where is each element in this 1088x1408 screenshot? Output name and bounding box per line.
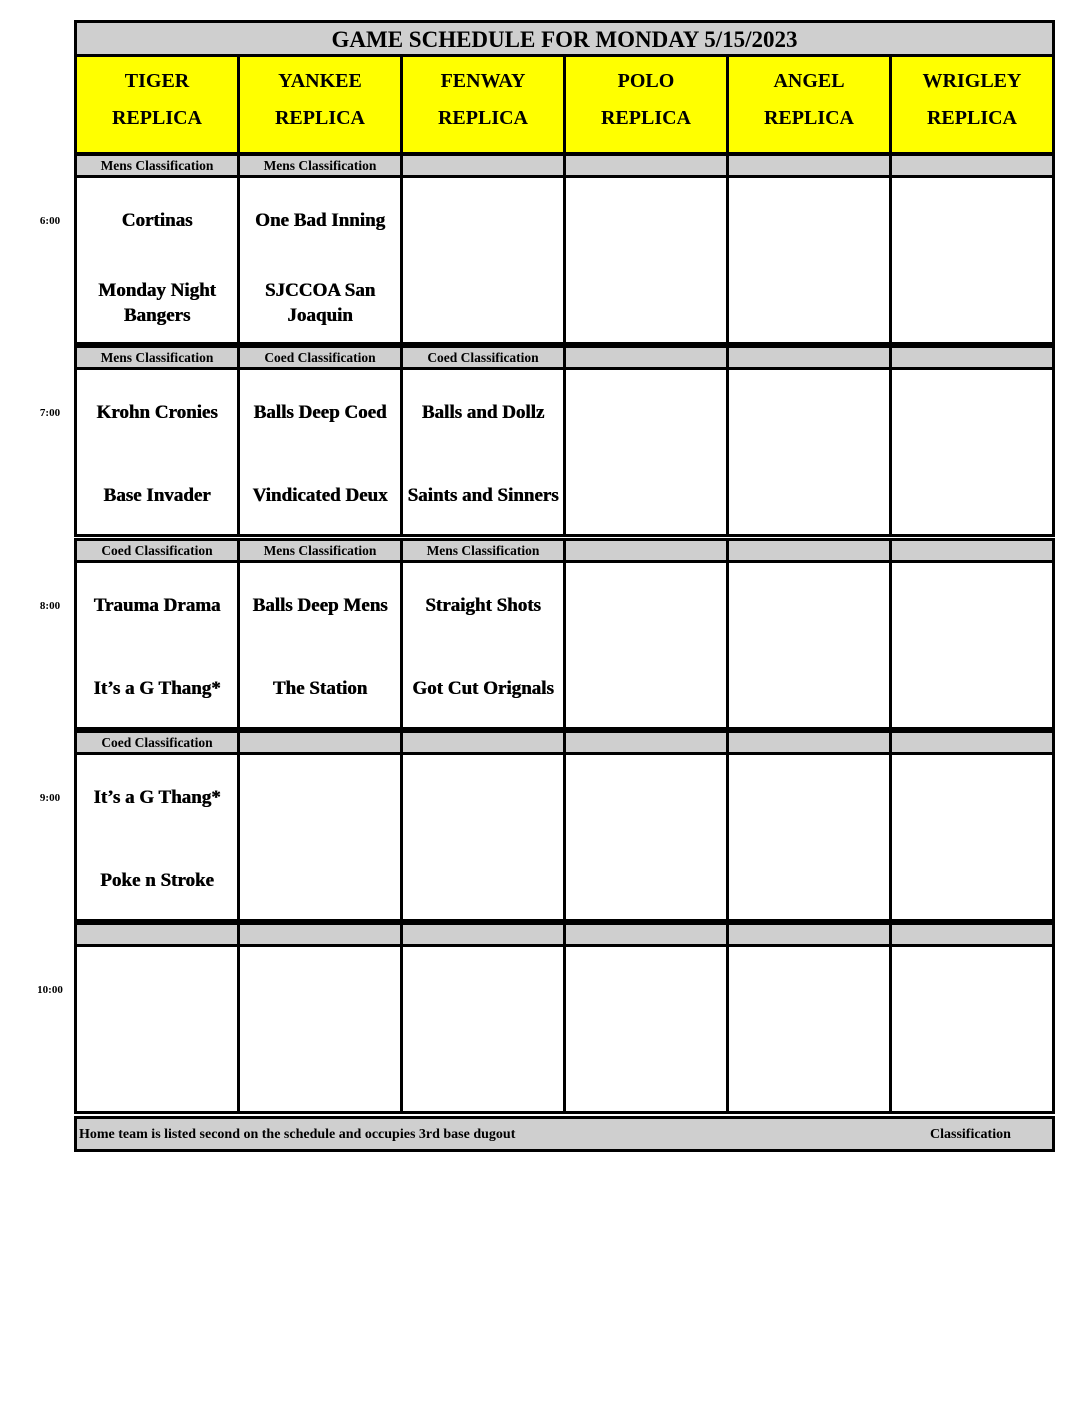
field-type: REPLICA — [274, 107, 365, 129]
field-type: REPLICA — [111, 107, 202, 129]
game-cell — [400, 367, 566, 537]
game-cell — [889, 367, 1055, 537]
time-label: 6:00 — [39, 215, 61, 227]
away-team — [729, 577, 889, 633]
away-team — [729, 384, 889, 440]
home-team — [729, 1044, 889, 1100]
time-label: 9:00 — [39, 792, 61, 804]
classification-bar: Mens Classification — [74, 345, 240, 370]
game-cell — [563, 175, 729, 345]
home-team — [566, 852, 726, 908]
away-team — [892, 577, 1052, 633]
home-team: Base Invader — [103, 484, 211, 506]
away-team — [892, 384, 1052, 440]
game-cell — [726, 560, 892, 730]
away-team — [566, 577, 726, 633]
away-team — [240, 769, 400, 825]
field-header-yankee — [237, 54, 403, 155]
field-header-angel — [726, 54, 892, 155]
game-cell — [726, 175, 892, 345]
game-cell — [237, 560, 403, 730]
game-cell — [889, 944, 1055, 1114]
home-team-note: Home team is listed second on the schedule and occupies 3rd base dugout — [79, 1127, 516, 1142]
away-team — [403, 769, 563, 825]
field-name: POLO — [617, 70, 675, 92]
game-cell — [726, 752, 892, 922]
classification-bar: Coed Classification — [400, 345, 566, 370]
field-type: REPLICA — [600, 107, 691, 129]
field-header-wrigley — [889, 54, 1055, 155]
game-cell — [563, 560, 729, 730]
field-name: WRIGLEY — [922, 70, 1022, 92]
home-team — [892, 275, 1052, 331]
schedule-footer — [74, 1116, 1055, 1152]
field-type: REPLICA — [437, 107, 528, 129]
game-cell — [74, 944, 240, 1114]
away-team — [729, 961, 889, 1017]
home-team — [892, 467, 1052, 523]
home-team — [892, 852, 1052, 908]
time-label: 8:00 — [39, 600, 61, 612]
game-cell — [400, 944, 566, 1114]
home-team — [566, 275, 726, 331]
game-cell — [400, 175, 566, 345]
game-cell — [237, 752, 403, 922]
field-type: REPLICA — [926, 107, 1017, 129]
away-team: Balls Deep Coed — [253, 401, 387, 423]
home-team: Poke n Stroke — [100, 869, 214, 891]
game-cell — [74, 367, 240, 537]
away-team — [892, 192, 1052, 248]
game-cell — [237, 944, 403, 1114]
classification-bar: Coed Classification — [74, 730, 240, 755]
home-team — [566, 1044, 726, 1100]
game-cell — [726, 367, 892, 537]
time-label: 10:00 — [37, 984, 63, 996]
classification-bar: Mens Classification — [237, 153, 403, 178]
away-team: Krohn Cronies — [96, 401, 218, 423]
away-team: Trauma Drama — [93, 594, 221, 616]
home-team: The Station — [272, 677, 368, 699]
away-team — [892, 961, 1052, 1017]
home-team — [77, 1044, 237, 1100]
away-team: One Bad Inning — [255, 209, 385, 231]
away-team — [566, 384, 726, 440]
away-team — [77, 961, 237, 1017]
classification-bar: Mens Classification — [74, 153, 240, 178]
home-team: Vindicated Deux — [252, 484, 388, 506]
time-label: 7:00 — [39, 407, 61, 419]
field-header-polo — [563, 54, 729, 155]
game-cell — [563, 752, 729, 922]
game-cell — [400, 752, 566, 922]
game-cell — [74, 175, 240, 345]
home-team — [403, 275, 563, 331]
home-team — [566, 467, 726, 523]
game-cell — [726, 944, 892, 1114]
home-team — [729, 660, 889, 716]
away-team — [729, 769, 889, 825]
home-team — [566, 660, 726, 716]
away-team: Balls Deep Mens — [252, 594, 388, 616]
classification-bar: Mens Classification — [400, 538, 566, 563]
away-team — [566, 961, 726, 1017]
away-team — [729, 192, 889, 248]
classification-bar: Coed Classification — [74, 538, 240, 563]
game-cell — [74, 752, 240, 922]
home-team — [892, 1044, 1052, 1100]
game-cell — [74, 560, 240, 730]
home-team: Got Cut Orignals — [412, 677, 554, 699]
away-team — [892, 769, 1052, 825]
field-name: TIGER — [124, 70, 190, 92]
field-type: REPLICA — [763, 107, 854, 129]
home-team — [729, 467, 889, 523]
classification-bar: Coed Classification — [237, 345, 403, 370]
away-team: Straight Shots — [425, 594, 541, 616]
game-cell — [889, 560, 1055, 730]
game-cell — [400, 560, 566, 730]
game-cell — [237, 175, 403, 345]
away-team: It’s a G Thang* — [93, 786, 221, 808]
footer-classification-label: Classification — [930, 1127, 1011, 1142]
home-team — [729, 852, 889, 908]
field-header-fenway — [400, 54, 566, 155]
home-team: It’s a G Thang* — [93, 677, 221, 699]
game-cell — [237, 367, 403, 537]
away-team: Balls and Dollz — [421, 401, 545, 423]
away-team — [566, 192, 726, 248]
field-header-tiger — [74, 54, 240, 155]
away-team: Cortinas — [121, 209, 193, 231]
game-cell — [889, 752, 1055, 922]
home-team — [240, 852, 400, 908]
home-team — [403, 1044, 563, 1100]
away-team — [566, 769, 726, 825]
field-name: FENWAY — [440, 70, 526, 92]
home-team — [892, 660, 1052, 716]
game-cell — [889, 175, 1055, 345]
home-team — [240, 1044, 400, 1100]
away-team — [403, 961, 563, 1017]
away-team — [240, 961, 400, 1017]
home-team: Saints and Sinners — [407, 484, 559, 506]
game-cell — [563, 944, 729, 1114]
home-team — [729, 275, 889, 331]
schedule-title: GAME SCHEDULE FOR MONDAY 5/15/2023 — [74, 20, 1055, 57]
field-name: YANKEE — [278, 70, 362, 92]
classification-bar: Mens Classification — [237, 538, 403, 563]
home-team — [403, 852, 563, 908]
home-team: SJCCOA San Joaquin — [264, 280, 376, 326]
field-name: ANGEL — [773, 70, 845, 92]
away-team — [403, 192, 563, 248]
game-cell — [563, 367, 729, 537]
home-team: Monday Night Bangers — [98, 280, 216, 326]
